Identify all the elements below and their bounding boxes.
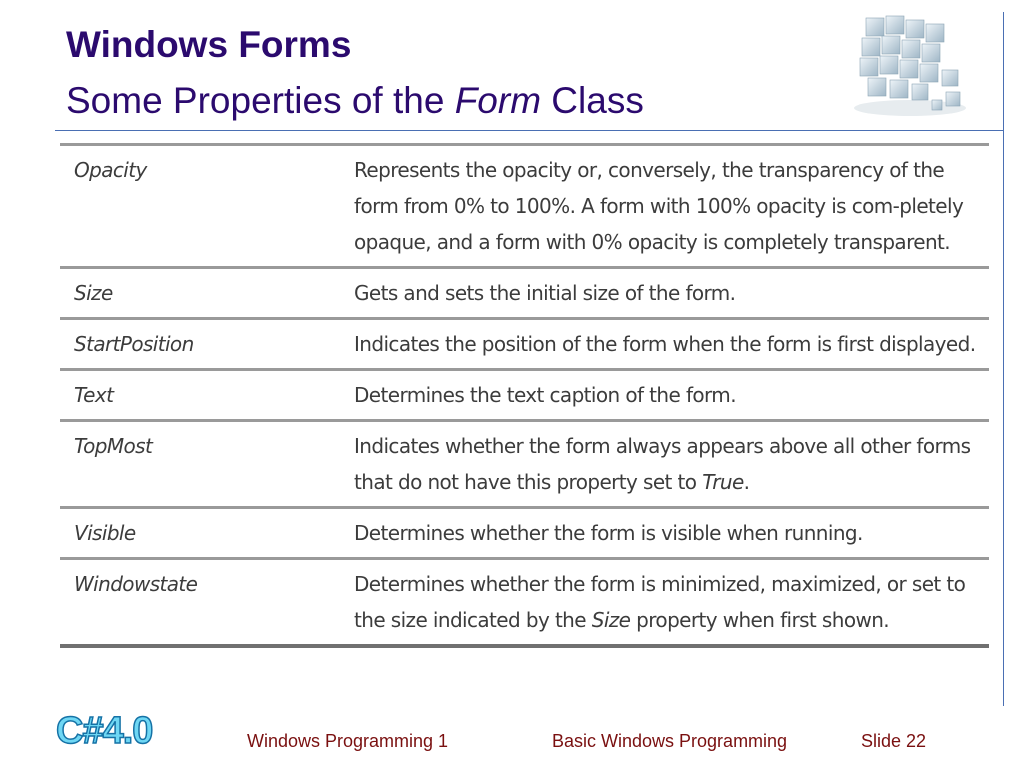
title-divider bbox=[55, 130, 1004, 131]
csharp-logo: C#4.0 bbox=[56, 710, 153, 752]
description-italic: True bbox=[702, 470, 744, 494]
property-description bbox=[340, 421, 989, 508]
description-text: Determines whether the form is minimized, maximized, or set to the size indicated by the bbox=[354, 572, 966, 632]
table-row bbox=[60, 268, 989, 319]
description-text: . bbox=[743, 470, 750, 494]
cubes-logo-icon bbox=[846, 10, 971, 118]
property-name: Opacity bbox=[60, 145, 340, 268]
property-description bbox=[340, 559, 989, 647]
description-text: property when first shown. bbox=[630, 608, 890, 632]
subtitle-italic: Form bbox=[454, 80, 542, 121]
properties-table bbox=[60, 143, 989, 648]
property-name: Size bbox=[60, 268, 340, 319]
right-border bbox=[1003, 12, 1004, 706]
table-row bbox=[60, 319, 989, 370]
slide-subtitle bbox=[66, 82, 644, 119]
property-name: Windowstate bbox=[60, 559, 340, 647]
property-description: Represents the opacity or, conversely, the transparency of the form from 0% to 100%. A form with 100% opacity is com-pletely opaque, and a form with 0% opacity is completely transparent. bbox=[340, 145, 989, 268]
property-name: TopMost bbox=[60, 421, 340, 508]
table-row bbox=[60, 421, 989, 508]
slide-title: Windows Forms bbox=[66, 24, 352, 65]
table-row bbox=[60, 559, 989, 647]
table-row bbox=[60, 370, 989, 421]
subtitle-suffix: Class bbox=[541, 80, 644, 121]
property-description: Determines the text caption of the form. bbox=[340, 370, 989, 421]
table-row bbox=[60, 508, 989, 559]
property-description: Determines whether the form is visible when running. bbox=[340, 508, 989, 559]
subtitle-prefix: Some Properties of the bbox=[66, 80, 455, 121]
property-name: StartPosition bbox=[60, 319, 340, 370]
footer-slide-number: Slide 22 bbox=[861, 731, 927, 751]
property-description: Indicates the position of the form when the form is first displayed. bbox=[340, 319, 989, 370]
table-row bbox=[60, 145, 989, 268]
property-name: Visible bbox=[60, 508, 340, 559]
property-description: Gets and sets the initial size of the form. bbox=[340, 268, 989, 319]
footer-course: Windows Programming 1 bbox=[247, 731, 449, 751]
property-name: Text bbox=[60, 370, 340, 421]
footer-topic: Basic Windows Programming bbox=[552, 731, 788, 751]
description-text: Indicates whether the form always appears above all other forms that do not have this property set to bbox=[354, 434, 971, 494]
description-italic: Size bbox=[591, 608, 631, 632]
